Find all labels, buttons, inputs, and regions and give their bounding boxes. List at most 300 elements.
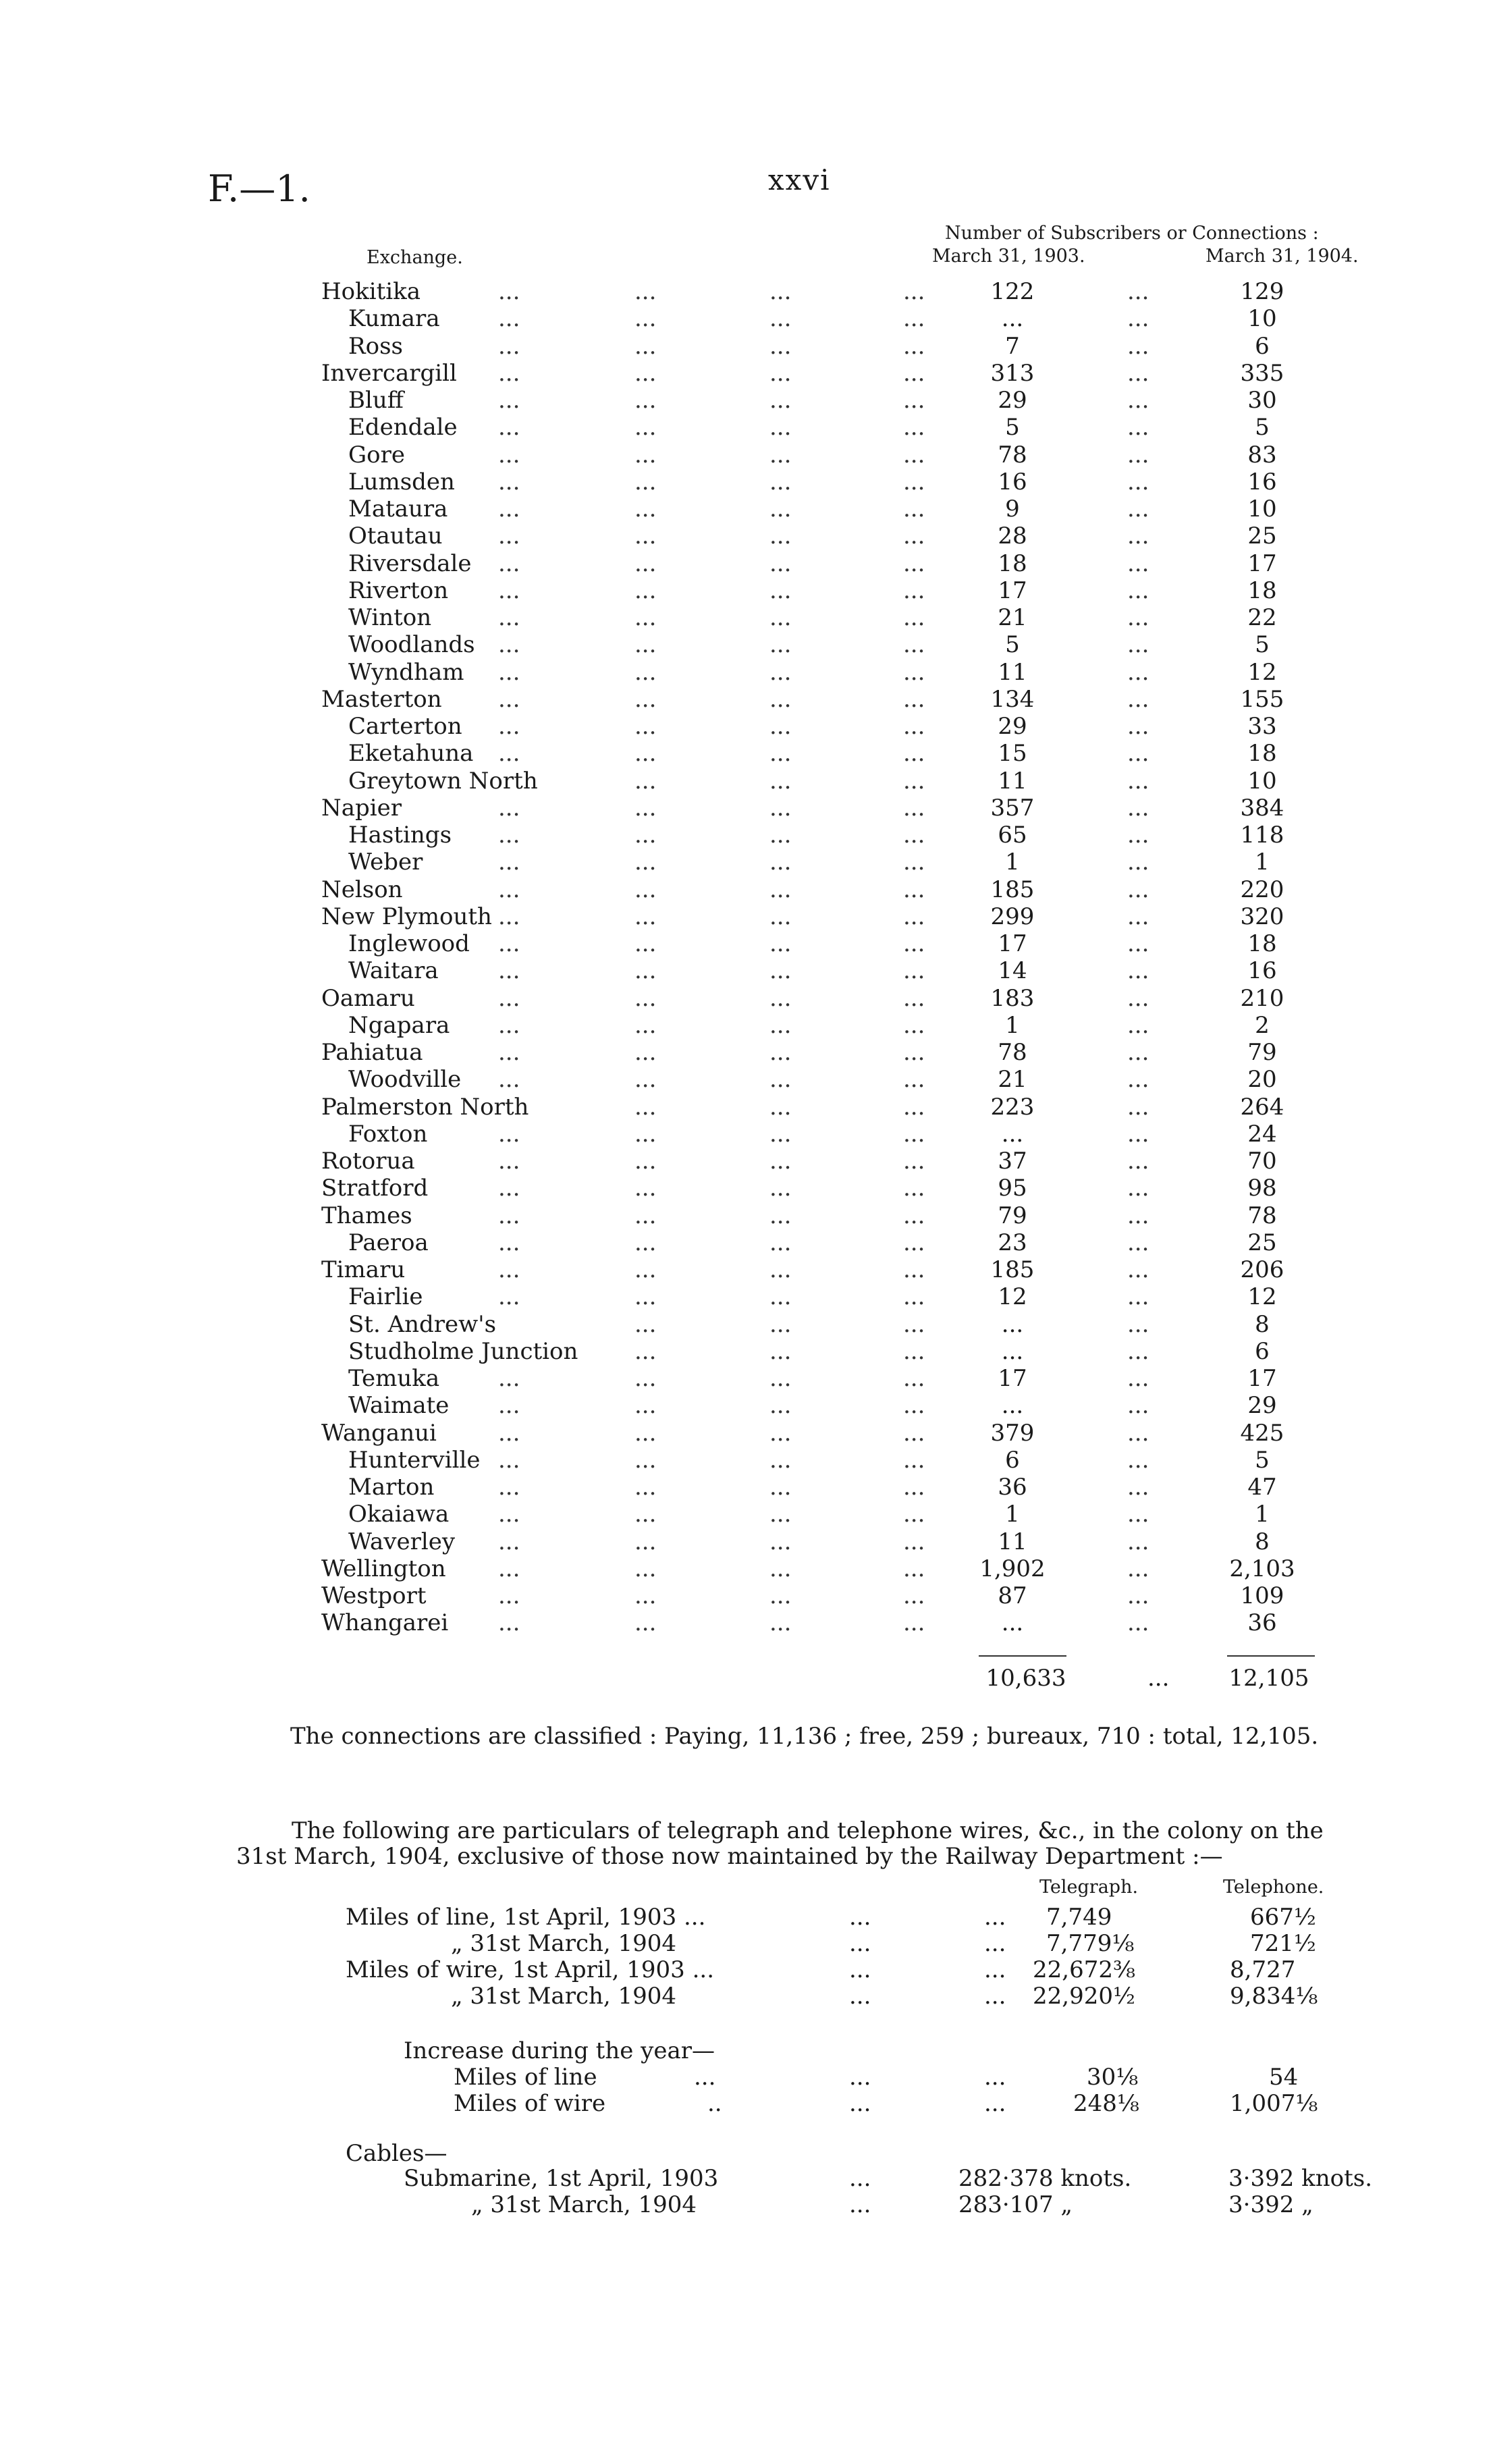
leader-dots: ...	[903, 278, 925, 305]
leader-dots: ...	[769, 1120, 792, 1148]
exchange-name: Ngapara	[348, 1011, 450, 1039]
leader-dots: ...	[903, 1120, 925, 1148]
telegraph-value: 7,779⅛	[1046, 1930, 1135, 1957]
leader-dots: ...	[769, 523, 792, 550]
leader-dots: ...	[634, 984, 657, 1012]
value-1904: 18	[1247, 740, 1277, 768]
leader-dots: ...	[849, 1904, 871, 1931]
exchange-name: Riverton	[348, 577, 449, 604]
leader-dots: ...	[849, 1983, 871, 2010]
leader-dots: ...	[849, 2165, 871, 2192]
leader-dots: ...	[498, 1229, 520, 1256]
leader-dots: ...	[769, 1310, 792, 1338]
leader-dots: ...	[634, 577, 657, 604]
leader-dots: ...	[634, 1011, 657, 1039]
leader-dots: ...	[903, 849, 925, 876]
value-1903: 122	[990, 278, 1035, 305]
leader-dots: ...	[498, 957, 520, 985]
leader-dots: ...	[769, 278, 792, 305]
value-1903: 299	[990, 903, 1035, 930]
exchange-name: Timaru	[321, 1256, 406, 1283]
leader-dots: ...	[769, 1202, 792, 1229]
leader-dots: ...	[498, 984, 520, 1012]
leader-dots: ...	[1127, 903, 1149, 930]
value-1904: 6	[1255, 332, 1270, 360]
value-1903: 134	[990, 685, 1035, 713]
exchange-name: St. Andrew's	[348, 1310, 497, 1338]
leader-dots: ...	[498, 414, 520, 441]
value-1904: 18	[1247, 930, 1277, 957]
value-1903: 1	[1005, 1011, 1020, 1039]
leader-dots: ...	[498, 1392, 520, 1420]
leader-dots: ...	[498, 468, 520, 496]
leader-dots: ...	[769, 1365, 792, 1392]
leader-dots: ...	[634, 1283, 657, 1311]
value-1904: 18	[1247, 577, 1277, 604]
exchange-name: Oamaru	[321, 984, 415, 1012]
value-1903: 17	[998, 1365, 1027, 1392]
leader-dots: ...	[1127, 1093, 1149, 1121]
leader-dots: ...	[1127, 1310, 1149, 1338]
leader-dots: ...	[903, 1419, 925, 1447]
leader-dots: ...	[634, 767, 657, 795]
exchange-name: Nelson	[321, 876, 403, 903]
increase-label: Miles of wire	[454, 2090, 606, 2117]
leader-dots: ...	[769, 359, 792, 387]
telephone-value: 9,834⅛	[1230, 1983, 1318, 2010]
telegraph-value: 30⅛	[1087, 2064, 1139, 2091]
exchange-name: Pahiatua	[321, 1039, 423, 1066]
exchange-name: Studholme Junction	[348, 1337, 578, 1365]
increase-label: Miles of line	[454, 2064, 597, 2091]
value-1904: 12	[1247, 658, 1277, 686]
leader-dots: ...	[769, 414, 792, 441]
leader-dots: ...	[1127, 740, 1149, 768]
leader-dots: ...	[769, 550, 792, 577]
value-1904: 109	[1240, 1582, 1284, 1609]
leader-dots: ...	[769, 767, 792, 795]
leader-dots: ...	[498, 441, 520, 468]
leader-dots: ...	[1127, 550, 1149, 577]
leader-dots: ...	[498, 523, 520, 550]
exchange-name: Lumsden	[348, 468, 455, 496]
value-1904: 25	[1247, 523, 1277, 550]
value-1904: 10	[1247, 496, 1277, 523]
value-1904: 16	[1247, 468, 1277, 496]
exchange-name: Mataura	[348, 496, 448, 523]
leader-dots: ...	[769, 1093, 792, 1121]
exchange-name: Otautau	[348, 523, 443, 550]
leader-dots: ...	[903, 604, 925, 631]
value-1904: 2	[1255, 1011, 1270, 1039]
leader-dots: ...	[498, 631, 520, 659]
leader-dots: ...	[903, 685, 925, 713]
leader-dots: ...	[498, 278, 520, 305]
leader-dots: ...	[769, 468, 792, 496]
value-1904: 29	[1247, 1392, 1277, 1420]
leader-dots: ...	[634, 740, 657, 768]
leader-dots: ...	[769, 822, 792, 849]
value-1903: ...	[1001, 1337, 1024, 1365]
value-1903: 183	[990, 984, 1035, 1012]
leader-dots: ...	[903, 1609, 925, 1637]
line-label: „ 31st March, 1904	[451, 1930, 677, 1957]
leader-dots: ...	[903, 550, 925, 577]
telegraph-value: 22,672⅜	[1033, 1956, 1135, 1983]
value-1904: 129	[1240, 278, 1284, 305]
leader-dots: ...	[634, 685, 657, 713]
value-1904: 36	[1247, 1609, 1277, 1637]
leader-dots: ...	[849, 1930, 871, 1957]
leader-dots: ...	[903, 767, 925, 795]
exchange-name: Waverley	[348, 1528, 456, 1555]
value-1903: ...	[1001, 305, 1024, 333]
exchange-name: Paeroa	[348, 1229, 429, 1256]
leader-dots: ...	[498, 685, 520, 713]
leader-dots: ...	[1127, 658, 1149, 686]
exchange-name: Invercargill	[321, 359, 457, 387]
leader-dots: ...	[1127, 1474, 1149, 1501]
leader-dots: ...	[498, 1283, 520, 1311]
exchange-name: Hokitika	[321, 278, 421, 305]
leader-dots: ...	[903, 468, 925, 496]
value-1903: 1	[1005, 1501, 1020, 1528]
leader-dots: ...	[769, 685, 792, 713]
leader-dots: ...	[1127, 1365, 1149, 1392]
leader-dots: ...	[634, 1365, 657, 1392]
leader-dots: ...	[1127, 414, 1149, 441]
leader-dots: ...	[634, 1256, 657, 1283]
leader-dots: ...	[984, 1930, 1006, 1957]
leader-dots: ...	[903, 523, 925, 550]
leader-dots: ...	[769, 1446, 792, 1474]
telegraph-value: 22,920½	[1033, 1983, 1135, 2010]
leader-dots: ...	[903, 577, 925, 604]
telephone-value: 1,007⅛	[1230, 2090, 1318, 2117]
leader-dots: ...	[498, 794, 520, 822]
value-1903: 223	[990, 1093, 1035, 1121]
leader-dots: ...	[1127, 387, 1149, 414]
leader-dots: ...	[634, 523, 657, 550]
leader-dots: ...	[498, 1501, 520, 1528]
leader-dots: ...	[634, 1528, 657, 1555]
telephone-value: 3·392 knots.	[1228, 2165, 1373, 2192]
leader-dots: ...	[769, 1609, 792, 1637]
leader-dots: ...	[903, 631, 925, 659]
leader-dots: ...	[903, 1501, 925, 1528]
classified-note: The connections are classified : Paying, 11,136 ; free, 259 ; bureaux, 710 : total, 12,105.	[290, 1723, 1319, 1750]
leader-dots: ...	[1127, 685, 1149, 713]
leader-dots: ...	[634, 876, 657, 903]
leader-dots: ...	[1127, 1229, 1149, 1256]
column-heading-1903: March 31, 1903.	[932, 246, 1085, 267]
leader-dots: ...	[769, 740, 792, 768]
leader-dots: ...	[634, 305, 657, 333]
leader-dots: ...	[903, 1392, 925, 1420]
leader-dots: ...	[903, 903, 925, 930]
leader-dots: ...	[769, 876, 792, 903]
leader-dots: ...	[634, 822, 657, 849]
value-1903: ...	[1001, 1120, 1024, 1148]
leader-dots: ...	[1127, 1175, 1149, 1202]
leader-dots: ...	[498, 822, 520, 849]
leader-dots: ...	[769, 1066, 792, 1094]
leader-dots: ...	[498, 332, 520, 360]
total-1903: 10,633	[985, 1665, 1066, 1692]
leader-dots: ...	[903, 1446, 925, 1474]
value-1904: 2,103	[1229, 1555, 1295, 1582]
exchange-name: Temuka	[348, 1365, 440, 1392]
value-1904: 12	[1247, 1283, 1277, 1311]
leader-dots: ...	[903, 1582, 925, 1609]
leader-dots: ...	[903, 414, 925, 441]
exchange-name: Thames	[321, 1202, 412, 1229]
column-heading-exchange: Exchange.	[367, 247, 463, 268]
leader-dots: ...	[769, 305, 792, 333]
leader-dots: ...	[903, 496, 925, 523]
exchange-name: Napier	[321, 794, 402, 822]
leader-dots: ...	[1127, 1148, 1149, 1175]
leader-dots: ...	[498, 1148, 520, 1175]
leader-dots: ...	[498, 1609, 520, 1637]
exchange-name: Weber	[348, 849, 423, 876]
value-1903: ...	[1001, 1609, 1024, 1637]
leader-dots: ...	[769, 903, 792, 930]
leader-dots: ...	[903, 1555, 925, 1582]
exchange-name: Winton	[348, 604, 432, 631]
leader-dots: ...	[634, 414, 657, 441]
leader-dots: ...	[498, 1011, 520, 1039]
leader-dots: ...	[1127, 849, 1149, 876]
leader-dots: ...	[634, 794, 657, 822]
leader-dots: ...	[769, 984, 792, 1012]
leader-dots: ...	[903, 1528, 925, 1555]
exchange-name: Waitara	[348, 957, 439, 985]
wires-intro-line1: The following are particulars of telegraph and telephone wires, &c., in the colony on the	[292, 1817, 1324, 1844]
leader-dots: ...	[634, 1093, 657, 1121]
leader-dots: ...	[1127, 332, 1149, 360]
telegraph-value: 7,749	[1046, 1904, 1112, 1931]
leader-dots: ...	[1127, 468, 1149, 496]
value-1904: 210	[1240, 984, 1284, 1012]
leader-dots: ...	[1127, 1501, 1149, 1528]
leader-dots: ...	[694, 2064, 716, 2091]
value-1903: 28	[998, 523, 1027, 550]
value-1903: 9	[1005, 496, 1020, 523]
leader-dots: ...	[903, 876, 925, 903]
leader-dots: ...	[903, 332, 925, 360]
page-ref: F.—1.	[208, 167, 310, 210]
leader-dots: ...	[1127, 359, 1149, 387]
leader-dots: ...	[769, 1256, 792, 1283]
column-heading-1904: March 31, 1904.	[1205, 246, 1359, 267]
leader-dots: ...	[769, 1229, 792, 1256]
leader-dots: ...	[769, 1337, 792, 1365]
value-1903: 15	[998, 740, 1027, 768]
line-label: „ 31st March, 1904	[451, 1983, 677, 2010]
leader-dots: ...	[984, 1983, 1006, 2010]
telegraph-value: 282·378 knots.	[958, 2165, 1132, 2192]
leader-dots: ...	[903, 1148, 925, 1175]
leader-dots: ...	[769, 631, 792, 659]
page-number: xxvi	[768, 163, 831, 196]
exchange-name: Hastings	[348, 822, 452, 849]
exchange-name: Waimate	[348, 1392, 450, 1420]
exchange-name: Greytown North	[348, 767, 538, 795]
leader-dots: ...	[903, 740, 925, 768]
leader-dots: ...	[498, 713, 520, 740]
value-1904: 425	[1240, 1419, 1284, 1447]
value-1903: 185	[990, 876, 1035, 903]
leader-dots: ...	[1127, 1011, 1149, 1039]
value-1904: 16	[1247, 957, 1277, 985]
leader-dots: ...	[903, 1283, 925, 1311]
exchange-name: Gore	[348, 441, 406, 468]
telephone-value: 721½	[1250, 1930, 1316, 1957]
value-1903: 37	[998, 1148, 1027, 1175]
leader-dots: ...	[1127, 1582, 1149, 1609]
leader-dots: ...	[903, 1202, 925, 1229]
leader-dots: ...	[903, 658, 925, 686]
leader-dots: ...	[1127, 876, 1149, 903]
leader-dots: ...	[903, 305, 925, 333]
value-1903: 29	[998, 387, 1027, 414]
leader-dots: ...	[903, 1093, 925, 1121]
leader-dots: ...	[634, 1229, 657, 1256]
leader-dots: ...	[769, 794, 792, 822]
value-1903: 357	[990, 794, 1035, 822]
leader-dots: ...	[498, 876, 520, 903]
value-1903: ...	[1001, 1310, 1024, 1338]
value-1903: 21	[998, 604, 1027, 631]
leader-dots: ...	[1127, 523, 1149, 550]
value-1903: 78	[998, 441, 1027, 468]
leader-dots: ...	[769, 1392, 792, 1420]
leader-dots: ...	[498, 740, 520, 768]
leader-dots: ...	[498, 1175, 520, 1202]
leader-dots: ...	[498, 1120, 520, 1148]
leader-dots: ...	[1127, 1202, 1149, 1229]
leader-dots: ...	[634, 631, 657, 659]
value-1903: 5	[1005, 414, 1020, 441]
leader-dots: ...	[1127, 1528, 1149, 1555]
exchange-name: Fairlie	[348, 1283, 423, 1311]
telegraph-value: 248⅛	[1073, 2090, 1139, 2117]
value-1904: 47	[1247, 1474, 1277, 1501]
exchange-name: Rotorua	[321, 1148, 415, 1175]
value-1904: 17	[1247, 1365, 1277, 1392]
exchange-name: Edendale	[348, 414, 458, 441]
leader-dots: ...	[498, 1528, 520, 1555]
leader-dots: ...	[903, 387, 925, 414]
value-1903: 14	[998, 957, 1027, 985]
leader-dots: ...	[903, 441, 925, 468]
leader-dots: ...	[498, 305, 520, 333]
leader-dots: ...	[903, 984, 925, 1012]
line-label: Miles of wire, 1st April, 1903 ...	[346, 1956, 715, 1983]
leader-dots: ...	[903, 1011, 925, 1039]
col-telegraph: Telegraph.	[1039, 1877, 1139, 1898]
leader-dots: ...	[769, 1283, 792, 1311]
value-1903: 87	[998, 1582, 1027, 1609]
leader-dots: ...	[634, 1501, 657, 1528]
leader-dots: ...	[634, 658, 657, 686]
line-label: Miles of line, 1st April, 1903 ...	[346, 1904, 706, 1931]
leader-dots: ...	[1127, 604, 1149, 631]
telephone-value: 8,727	[1230, 1956, 1296, 1983]
value-1904: 79	[1247, 1039, 1277, 1066]
leader-dots: ...	[634, 604, 657, 631]
cables-heading: Cables—	[346, 2140, 448, 2167]
total-leader: ...	[1147, 1665, 1170, 1692]
value-1904: 10	[1247, 767, 1277, 795]
leader-dots: ...	[634, 359, 657, 387]
leader-dots: ...	[634, 849, 657, 876]
value-1903: 11	[998, 767, 1027, 795]
leader-dots: ...	[498, 849, 520, 876]
leader-dots: ...	[769, 1582, 792, 1609]
leader-dots: ...	[1127, 278, 1149, 305]
value-1903: 11	[998, 1528, 1027, 1555]
value-1903: 1	[1005, 849, 1020, 876]
leader-dots: ...	[634, 1310, 657, 1338]
leader-dots: ...	[498, 1446, 520, 1474]
wires-intro-line2: 31st March, 1904, exclusive of those now maintained by the Railway Department :—	[236, 1843, 1223, 1870]
exchange-name: Eketahuna	[348, 740, 474, 768]
value-1904: 118	[1240, 822, 1284, 849]
leader-dots: ...	[634, 278, 657, 305]
leader-dots: ...	[769, 387, 792, 414]
value-1904: 70	[1247, 1148, 1277, 1175]
value-1904: 335	[1240, 359, 1284, 387]
leader-dots: ...	[769, 1011, 792, 1039]
leader-dots: ...	[849, 1956, 871, 1983]
leader-dots: ...	[769, 849, 792, 876]
leader-dots: ...	[903, 713, 925, 740]
leader-dots: ...	[1127, 822, 1149, 849]
telephone-value: 54	[1269, 2064, 1299, 2091]
value-1903: 36	[998, 1474, 1027, 1501]
leader-dots: ...	[634, 1175, 657, 1202]
leader-dots: ...	[769, 658, 792, 686]
exchange-name: Marton	[348, 1474, 435, 1501]
leader-dots: ...	[634, 1337, 657, 1365]
leader-dots: ...	[984, 1956, 1006, 1983]
value-1903: ...	[1001, 1392, 1024, 1420]
leader-dots: ...	[634, 1066, 657, 1094]
leader-dots: ...	[634, 387, 657, 414]
leader-dots: ...	[769, 930, 792, 957]
value-1903: 16	[998, 468, 1027, 496]
exchange-name: Inglewood	[348, 930, 470, 957]
leader-dots: ...	[634, 1148, 657, 1175]
leader-dots: ...	[769, 1419, 792, 1447]
leader-dots: ...	[903, 957, 925, 985]
value-1904: 155	[1240, 685, 1284, 713]
leader-dots: ...	[634, 713, 657, 740]
value-1904: 22	[1247, 604, 1277, 631]
leader-dots: ...	[498, 903, 520, 930]
value-1904: 8	[1255, 1528, 1270, 1555]
leader-dots: ...	[769, 1175, 792, 1202]
leader-dots: ...	[634, 550, 657, 577]
leader-dots: ...	[769, 713, 792, 740]
leader-dots: ...	[1127, 930, 1149, 957]
leader-dots: ...	[634, 1474, 657, 1501]
leader-dots: ...	[498, 359, 520, 387]
value-1903: 18	[998, 550, 1027, 577]
value-1904: 1	[1255, 1501, 1270, 1528]
